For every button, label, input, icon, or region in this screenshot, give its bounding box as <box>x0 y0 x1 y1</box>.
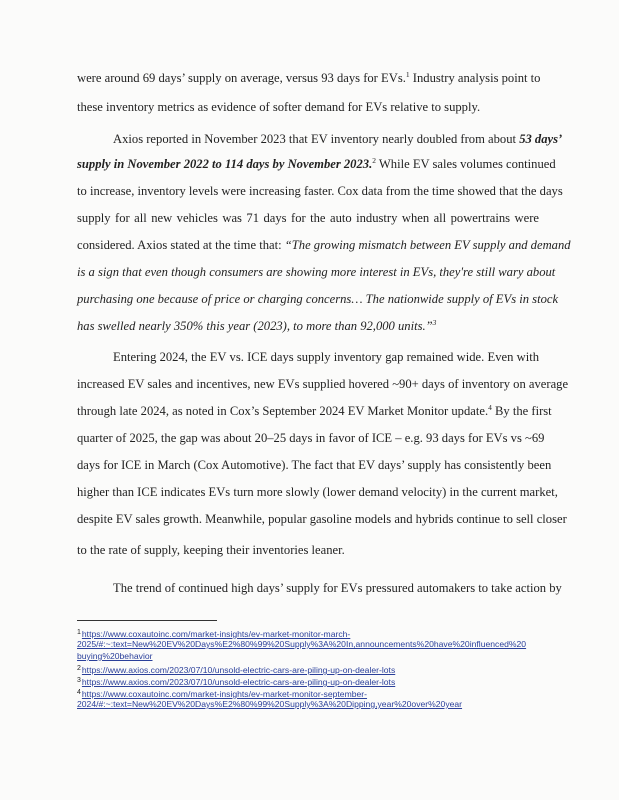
quote-text: is a sign that even though consumers are showing more interest in EVs, they're still wary about <box>77 265 556 279</box>
body-line <box>77 71 539 86</box>
footnote-ref[interactable]: 3 <box>432 318 437 327</box>
footnote-ref[interactable]: 2 <box>372 156 376 165</box>
body-line <box>77 458 552 473</box>
body-line <box>77 184 563 199</box>
footnote-number: 3 <box>77 677 81 684</box>
text-span: Industry analysis point to <box>412 71 541 85</box>
emphasis-text: supply in November 2022 to 114 days by November 2023. <box>77 157 373 171</box>
footnote-ref[interactable]: 4 <box>488 403 492 412</box>
footnote-divider <box>77 620 217 621</box>
footnote-ref[interactable]: 1 <box>405 70 410 79</box>
footnote-4-cont <box>77 699 462 710</box>
body-line <box>77 543 539 558</box>
emphasis-text: 53 days’ <box>519 132 563 146</box>
text-span: to increase, inventory levels were increasing faster. Cox data from the time showed that the days <box>77 184 563 198</box>
footnote-1-cont <box>77 651 153 662</box>
footnote-link[interactable]: https://www.axios.com/2023/07/10/unsold-electric-cars-are-piling-up-on-dealer-lots <box>81 677 396 687</box>
text-span: While EV sales volumes continued <box>378 157 556 171</box>
text-span: The trend of continued high days’ supply for EVs pressured automakers to take action by <box>113 581 562 595</box>
text-span: considered. Axios stated at the time that: <box>77 238 282 252</box>
footnote-number: 1 <box>77 629 81 636</box>
body-line <box>77 156 556 172</box>
text-span: days for ICE in March (Cox Automotive). The fact that EV days’ supply has consistently been <box>77 458 552 472</box>
footnote-link[interactable]: 2025/#:~:text=New%20EV%20Days%E2%80%99%20Supply%3A%20In,announcements%20have%20influenced%20 <box>77 639 527 649</box>
footnote-link[interactable]: 2024/#:~:text=New%20EV%20Days%E2%80%99%20Supply%3A%20Dipping,year%20over%20year <box>77 699 463 709</box>
text-span: to the rate of supply, keeping their inventories leaner. <box>77 543 345 557</box>
quote-text: purchasing one because of price or charging concerns… The nationwide supply of EVs in stock <box>77 292 559 306</box>
body-line <box>77 292 559 307</box>
text-span: were around 69 days’ supply on average, versus 93 days for EVs. <box>77 71 406 85</box>
footnote-link[interactable]: https://www.coxautoinc.com/market-insights/ev-market-monitor-march- <box>81 629 351 639</box>
text-span: increased EV sales and incentives, new EVs supplied hovered ~90+ days of inventory on average <box>77 377 569 391</box>
text-span: quarter of 2025, the gap was about 20–25 days in favor of ICE – e.g. 93 days for EVs vs ~69 <box>77 431 545 445</box>
footnote-number: 2 <box>77 665 81 672</box>
text-span: Axios reported in November 2023 that EV inventory nearly doubled from about <box>113 132 517 146</box>
body-line <box>77 319 539 334</box>
body-line <box>77 377 569 392</box>
footnote-number: 4 <box>77 689 81 696</box>
text-span: higher than ICE indicates EVs turn more slowly (lower demand velocity) in the current market, <box>77 485 558 499</box>
body-line <box>77 512 567 527</box>
body-line <box>77 431 545 446</box>
body-line <box>77 100 539 115</box>
body-line <box>77 238 571 253</box>
text-span: through late 2024, as noted in Cox’s September 2024 EV Market Monitor update. <box>77 404 489 418</box>
footnote-1-cont <box>77 639 526 650</box>
body-line <box>77 403 552 419</box>
text-span: these inventory metrics as evidence of softer demand for EVs relative to supply. <box>77 100 481 114</box>
body-line <box>77 211 539 226</box>
text-span: supply for all new vehicles was 71 days for the auto industry when all powertrains were <box>77 211 539 225</box>
text-span: By the first <box>495 404 552 418</box>
footnote-link[interactable]: https://www.axios.com/2023/07/10/unsold-electric-cars-are-piling-up-on-dealer-lots <box>81 665 396 675</box>
body-line <box>113 350 539 365</box>
quote-text: “The growing mismatch between EV supply and demand <box>284 238 571 252</box>
body-line <box>77 485 558 500</box>
body-line <box>77 265 556 280</box>
body-line <box>113 132 563 147</box>
body-line <box>113 581 562 596</box>
text-span: despite EV sales growth. Meanwhile, popular gasoline models and hybrids continue to sell closer <box>77 512 567 526</box>
text-span: Entering 2024, the EV vs. ICE days supply inventory gap remained wide. Even with <box>113 350 539 364</box>
footnote-link[interactable]: https://www.coxautoinc.com/market-insights/ev-market-monitor-september- <box>81 689 368 699</box>
quote-text: has swelled nearly 350% this year (2023), to more than 92,000 units.” <box>77 319 433 333</box>
footnote-link[interactable]: buying%20behavior <box>77 651 153 661</box>
